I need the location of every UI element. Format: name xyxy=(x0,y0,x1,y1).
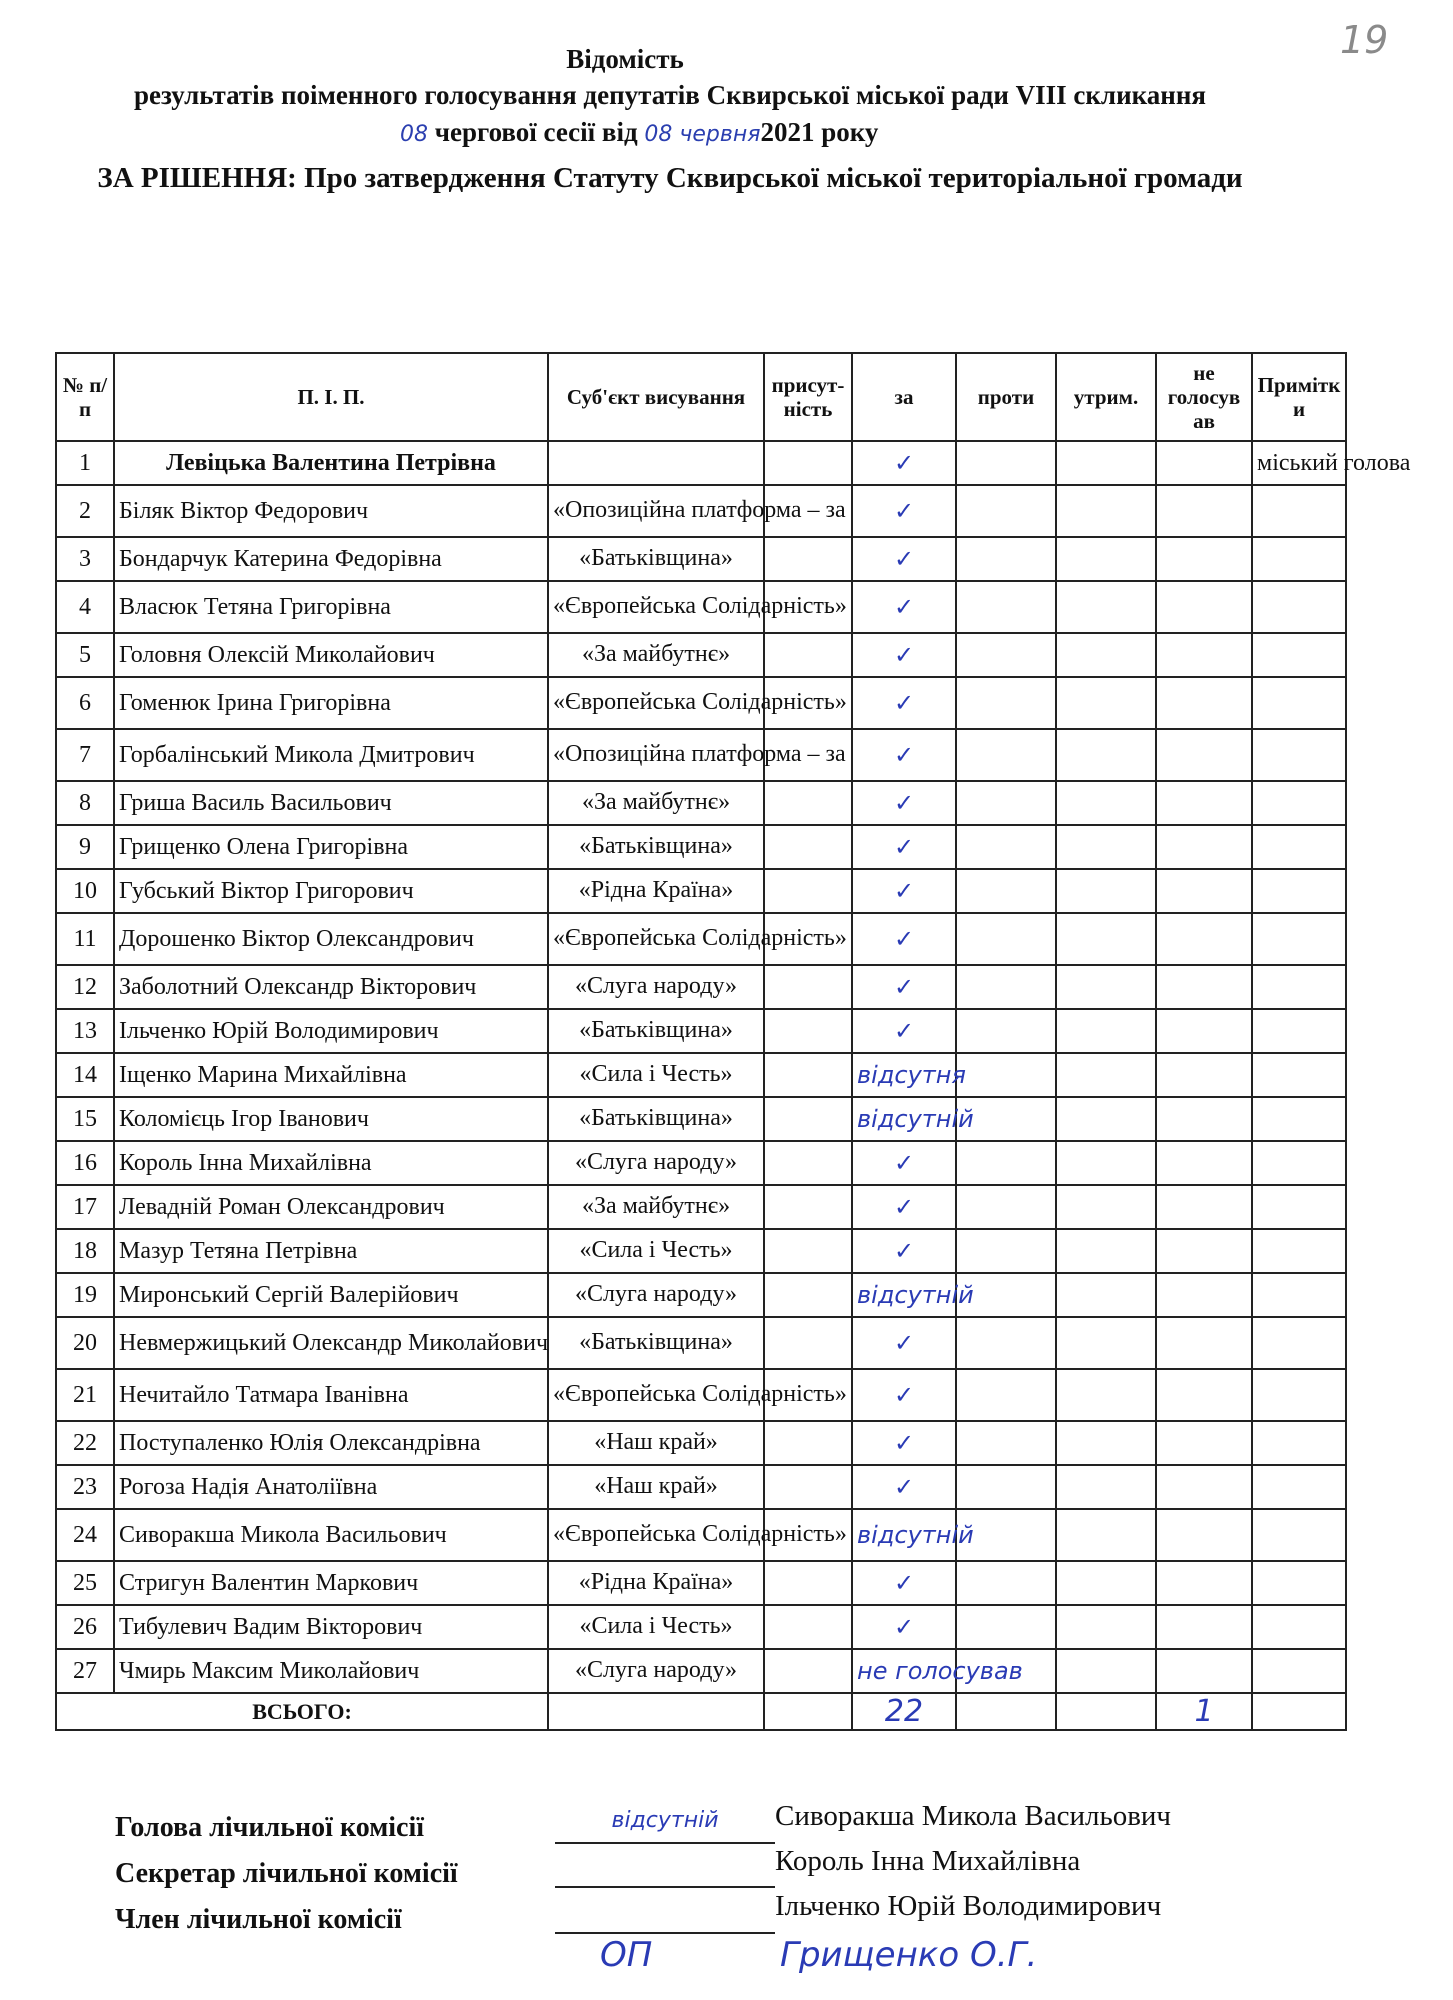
row-note xyxy=(1252,485,1346,537)
row-vote-for: ✓ xyxy=(852,633,956,677)
col-abstain: утрим. xyxy=(1056,353,1156,441)
row-vote-against xyxy=(956,633,1056,677)
total-not-voted: 1 xyxy=(1156,1693,1252,1730)
row-vote-for: ✓ xyxy=(852,677,956,729)
row-vote-against xyxy=(956,1053,1056,1097)
row-present xyxy=(764,781,852,825)
row-vote-for: не голосував xyxy=(852,1649,956,1693)
row-name: Стригун Валентин Маркович xyxy=(114,1561,548,1605)
row-number: 25 xyxy=(56,1561,114,1605)
row-vote-abstain xyxy=(1056,913,1156,965)
row-vote-for: ✓ xyxy=(852,1561,956,1605)
row-vote-against xyxy=(956,1317,1056,1369)
row-vote-against xyxy=(956,1421,1056,1465)
row-present xyxy=(764,1009,852,1053)
row-vote-abstain xyxy=(1056,1605,1156,1649)
row-party: «Батьківщина» xyxy=(548,1097,764,1141)
row-party: «Європейська Солідарність» xyxy=(548,1509,764,1561)
row-vote-for: ✓ xyxy=(852,729,956,781)
page-number: 19 xyxy=(1340,18,1389,62)
row-name: Горбалінський Микола Дмитрович xyxy=(114,729,548,781)
row-note xyxy=(1252,1229,1346,1273)
table-row xyxy=(56,1369,1346,1421)
row-party: «Сила і Честь» xyxy=(548,1605,764,1649)
row-not-voted xyxy=(1156,1369,1252,1421)
row-number: 14 xyxy=(56,1053,114,1097)
row-party: «Європейська Солідарність» xyxy=(548,581,764,633)
row-number: 24 xyxy=(56,1509,114,1561)
row-number: 20 xyxy=(56,1317,114,1369)
row-vote-abstain xyxy=(1056,1649,1156,1693)
row-note xyxy=(1252,1141,1346,1185)
row-present xyxy=(764,1229,852,1273)
row-not-voted xyxy=(1156,965,1252,1009)
row-present xyxy=(764,1605,852,1649)
row-note xyxy=(1252,1185,1346,1229)
row-name: Губський Віктор Григорович xyxy=(114,869,548,913)
row-note xyxy=(1252,1465,1346,1509)
table-row xyxy=(56,1509,1346,1561)
row-vote-abstain xyxy=(1056,633,1156,677)
total-row xyxy=(56,1693,1346,1730)
row-present xyxy=(764,869,852,913)
row-note xyxy=(1252,1421,1346,1465)
row-party: «Європейська Солідарність» xyxy=(548,677,764,729)
session-text: чергової сесії від xyxy=(434,117,638,147)
row-vote-abstain xyxy=(1056,1053,1156,1097)
commission-head-role: Голова лічильної комісії xyxy=(115,1812,425,1843)
row-number: 18 xyxy=(56,1229,114,1273)
row-vote-abstain xyxy=(1056,1141,1156,1185)
row-party: «Рідна Країна» xyxy=(548,1561,764,1605)
table-row xyxy=(56,825,1346,869)
table-row xyxy=(56,729,1346,781)
row-vote-against xyxy=(956,1369,1056,1421)
row-not-voted xyxy=(1156,1421,1252,1465)
table-row xyxy=(56,1317,1346,1369)
row-party: «Сила і Честь» xyxy=(548,1229,764,1273)
row-vote-abstain xyxy=(1056,677,1156,729)
row-vote-abstain xyxy=(1056,1465,1156,1509)
row-vote-against xyxy=(956,441,1056,485)
table-row xyxy=(56,1229,1346,1273)
row-vote-against xyxy=(956,1229,1056,1273)
row-party: «За майбутнє» xyxy=(548,781,764,825)
row-number: 13 xyxy=(56,1009,114,1053)
row-present xyxy=(764,1185,852,1229)
session-date: 08 червня xyxy=(644,122,761,147)
row-party: «За майбутнє» xyxy=(548,1185,764,1229)
row-not-voted xyxy=(1156,781,1252,825)
row-party: «Сила і Честь» xyxy=(548,1053,764,1097)
row-vote-against xyxy=(956,781,1056,825)
row-number: 3 xyxy=(56,537,114,581)
row-name: Іщенко Марина Михайлівна xyxy=(114,1053,548,1097)
session-number: 08 xyxy=(400,122,428,147)
row-present xyxy=(764,1097,852,1141)
row-not-voted xyxy=(1156,825,1252,869)
row-vote-abstain xyxy=(1056,1185,1156,1229)
total-label: ВСЬОГО: xyxy=(56,1693,548,1730)
commission-member-name: Ільченко Юрій Володимирович xyxy=(775,1890,1162,1922)
row-party: «Європейська Солідарність» xyxy=(548,913,764,965)
row-vote-abstain xyxy=(1056,581,1156,633)
row-present xyxy=(764,965,852,1009)
row-vote-against xyxy=(956,729,1056,781)
row-not-voted xyxy=(1156,1097,1252,1141)
commission-secretary-signature xyxy=(555,1852,775,1888)
row-vote-for: відсутня xyxy=(852,1053,956,1097)
row-not-voted xyxy=(1156,1605,1252,1649)
col-for: за xyxy=(852,353,956,441)
row-vote-against xyxy=(956,1465,1056,1509)
row-vote-for: ✓ xyxy=(852,1465,956,1509)
row-note xyxy=(1252,1649,1346,1693)
row-vote-against xyxy=(956,581,1056,633)
total-for: 22 xyxy=(852,1693,956,1730)
row-name: Грищенко Олена Григорівна xyxy=(114,825,548,869)
row-vote-for: ✓ xyxy=(852,869,956,913)
row-vote-for: відсутній xyxy=(852,1273,956,1317)
row-present xyxy=(764,1421,852,1465)
col-notes: Примітк и xyxy=(1252,353,1346,441)
row-party: «Слуга народу» xyxy=(548,965,764,1009)
row-vote-abstain xyxy=(1056,1561,1156,1605)
row-name: Рогоза Надія Анатоліївна xyxy=(114,1465,548,1509)
bottom-signature-1: ОП xyxy=(600,1935,653,1975)
row-number: 8 xyxy=(56,781,114,825)
table-row xyxy=(56,1053,1346,1097)
row-vote-for: ✓ xyxy=(852,1009,956,1053)
row-vote-abstain xyxy=(1056,965,1156,1009)
row-vote-for: ✓ xyxy=(852,485,956,537)
row-name: Король Інна Михайлівна xyxy=(114,1141,548,1185)
row-name: Сиворакша Микола Васильович xyxy=(114,1509,548,1561)
row-vote-abstain xyxy=(1056,1009,1156,1053)
bottom-signature-2: Грищенко О.Г. xyxy=(780,1935,1038,1975)
table-row xyxy=(56,869,1346,913)
row-note xyxy=(1252,913,1346,965)
row-present xyxy=(764,1561,852,1605)
document-subtitle: результатів поіменного голосування депутатів Сквирської міської ради VIII скликання xyxy=(133,80,1207,110)
row-note xyxy=(1252,825,1346,869)
col-not-voted: не голосув ав xyxy=(1156,353,1252,441)
table-row xyxy=(56,781,1346,825)
row-vote-for: відсутній xyxy=(852,1097,956,1141)
row-vote-for: ✓ xyxy=(852,913,956,965)
table-header-row xyxy=(56,353,1346,441)
row-not-voted xyxy=(1156,633,1252,677)
row-number: 17 xyxy=(56,1185,114,1229)
row-note xyxy=(1252,581,1346,633)
row-note: міський голова xyxy=(1252,441,1346,485)
row-not-voted xyxy=(1156,729,1252,781)
table-row xyxy=(56,1273,1346,1317)
commission-secretary-name: Король Інна Михайлівна xyxy=(775,1845,1081,1877)
row-number: 21 xyxy=(56,1369,114,1421)
row-vote-abstain xyxy=(1056,869,1156,913)
row-vote-against xyxy=(956,677,1056,729)
row-vote-against xyxy=(956,1561,1056,1605)
row-number: 23 xyxy=(56,1465,114,1509)
row-name: Мазур Тетяна Петрівна xyxy=(114,1229,548,1273)
row-not-voted xyxy=(1156,441,1252,485)
row-name: Ільченко Юрій Володимирович xyxy=(114,1009,548,1053)
row-number: 1 xyxy=(56,441,114,485)
row-vote-abstain xyxy=(1056,537,1156,581)
row-present xyxy=(764,1273,852,1317)
document-title: Відомість xyxy=(566,44,684,74)
row-not-voted xyxy=(1156,913,1252,965)
row-present xyxy=(764,633,852,677)
row-vote-abstain xyxy=(1056,1421,1156,1465)
row-name: Головня Олексій Миколайович xyxy=(114,633,548,677)
table-row xyxy=(56,581,1346,633)
row-vote-abstain xyxy=(1056,729,1156,781)
row-number: 5 xyxy=(56,633,114,677)
row-party: «Батьківщина» xyxy=(548,1009,764,1053)
row-vote-for: ✓ xyxy=(852,1369,956,1421)
row-vote-abstain xyxy=(1056,1273,1156,1317)
table-row xyxy=(56,1009,1346,1053)
row-note xyxy=(1252,1561,1346,1605)
row-not-voted xyxy=(1156,1273,1252,1317)
row-number: 6 xyxy=(56,677,114,729)
row-not-voted xyxy=(1156,1649,1252,1693)
row-number: 9 xyxy=(56,825,114,869)
row-not-voted xyxy=(1156,1465,1252,1509)
row-party: «Батьківщина» xyxy=(548,1317,764,1369)
row-vote-for: ✓ xyxy=(852,1421,956,1465)
row-vote-against xyxy=(956,485,1056,537)
row-present xyxy=(764,825,852,869)
row-vote-abstain xyxy=(1056,441,1156,485)
row-vote-abstain xyxy=(1056,825,1156,869)
row-not-voted xyxy=(1156,677,1252,729)
row-note xyxy=(1252,677,1346,729)
row-not-voted xyxy=(1156,1053,1252,1097)
total-present xyxy=(764,1693,852,1730)
row-vote-for: ✓ xyxy=(852,581,956,633)
row-name: Біляк Віктор Федорович xyxy=(114,485,548,537)
row-vote-abstain xyxy=(1056,1369,1156,1421)
row-number: 26 xyxy=(56,1605,114,1649)
row-vote-against xyxy=(956,965,1056,1009)
row-number: 15 xyxy=(56,1097,114,1141)
row-note xyxy=(1252,1317,1346,1369)
row-vote-abstain xyxy=(1056,1229,1156,1273)
row-present xyxy=(764,441,852,485)
table-row xyxy=(56,1561,1346,1605)
row-note xyxy=(1252,633,1346,677)
row-party: «За майбутнє» xyxy=(548,633,764,677)
row-name: Заболотний Олександр Вікторович xyxy=(114,965,548,1009)
row-vote-for: ✓ xyxy=(852,537,956,581)
row-name: Гриша Василь Васильович xyxy=(114,781,548,825)
row-not-voted xyxy=(1156,485,1252,537)
row-not-voted xyxy=(1156,537,1252,581)
row-number: 11 xyxy=(56,913,114,965)
total-notes xyxy=(1252,1693,1346,1730)
row-vote-for: ✓ xyxy=(852,1605,956,1649)
commission-member-role: Член лічильної комісії xyxy=(115,1904,402,1935)
row-not-voted xyxy=(1156,1141,1252,1185)
row-name: Тибулевич Вадим Вікторович xyxy=(114,1605,548,1649)
col-against: проти xyxy=(956,353,1056,441)
row-vote-for: ✓ xyxy=(852,1317,956,1369)
row-note xyxy=(1252,1009,1346,1053)
row-number: 27 xyxy=(56,1649,114,1693)
session-line xyxy=(400,117,1100,148)
voting-table xyxy=(55,352,1411,1731)
row-not-voted xyxy=(1156,1561,1252,1605)
total-against xyxy=(956,1693,1056,1730)
row-not-voted xyxy=(1156,1009,1252,1053)
row-vote-against xyxy=(956,825,1056,869)
row-party: «Слуга народу» xyxy=(548,1141,764,1185)
row-vote-abstain xyxy=(1056,1097,1156,1141)
row-note xyxy=(1252,1053,1346,1097)
row-name: Коломієць Ігор Іванович xyxy=(114,1097,548,1141)
row-number: 4 xyxy=(56,581,114,633)
row-vote-for: ✓ xyxy=(852,965,956,1009)
row-not-voted xyxy=(1156,1509,1252,1561)
row-vote-for: ✓ xyxy=(852,441,956,485)
decision-title: ЗА РІШЕННЯ: Про затвердження Статуту Сквирської міської територіальної громади xyxy=(97,162,1243,194)
table-row xyxy=(56,1097,1346,1141)
table-row xyxy=(56,913,1346,965)
row-note xyxy=(1252,965,1346,1009)
row-present xyxy=(764,1053,852,1097)
row-not-voted xyxy=(1156,869,1252,913)
row-vote-against xyxy=(956,869,1056,913)
row-party: «Батьківщина» xyxy=(548,537,764,581)
row-vote-for: відсутній xyxy=(852,1509,956,1561)
row-present xyxy=(764,537,852,581)
row-vote-against xyxy=(956,1009,1056,1053)
row-vote-against xyxy=(956,1185,1056,1229)
row-party: «Європейська Солідарність» xyxy=(548,1369,764,1421)
table-row xyxy=(56,485,1346,537)
row-vote-abstain xyxy=(1056,1509,1156,1561)
table-row xyxy=(56,633,1346,677)
row-vote-abstain xyxy=(1056,1317,1156,1369)
row-party: «Наш край» xyxy=(548,1421,764,1465)
row-name: Невмержицький Олександр Миколайович xyxy=(114,1317,548,1369)
row-present xyxy=(764,1141,852,1185)
row-note xyxy=(1252,1097,1346,1141)
row-not-voted xyxy=(1156,1229,1252,1273)
row-party: «Слуга народу» xyxy=(548,1273,764,1317)
row-present xyxy=(764,1317,852,1369)
table-row xyxy=(56,537,1346,581)
commission-member-signature xyxy=(555,1898,775,1934)
row-name: Бондарчук Катерина Федорівна xyxy=(114,537,548,581)
table-row xyxy=(56,677,1346,729)
row-present xyxy=(764,1649,852,1693)
table-row xyxy=(56,441,1346,485)
row-note xyxy=(1252,1369,1346,1421)
row-present xyxy=(764,1465,852,1509)
row-vote-for: ✓ xyxy=(852,825,956,869)
table-row xyxy=(56,1421,1346,1465)
row-number: 2 xyxy=(56,485,114,537)
row-party: «Батьківщина» xyxy=(548,825,764,869)
row-note xyxy=(1252,537,1346,581)
row-name: Поступаленко Юлія Олександрівна xyxy=(114,1421,548,1465)
row-name: Дорошенко Віктор Олександрович xyxy=(114,913,548,965)
table-row xyxy=(56,1605,1346,1649)
row-name: Нечитайло Татмара Іванівна xyxy=(114,1369,548,1421)
table-row xyxy=(56,1649,1346,1693)
row-name: Левіцька Валентина Петрівна xyxy=(114,441,548,485)
col-number: № п/п xyxy=(56,353,114,441)
commission-secretary-role: Секретар лічильної комісії xyxy=(115,1858,458,1889)
total-party xyxy=(548,1693,764,1730)
row-party: «Рідна Країна» xyxy=(548,869,764,913)
table-row xyxy=(56,1465,1346,1509)
row-not-voted xyxy=(1156,1317,1252,1369)
row-number: 7 xyxy=(56,729,114,781)
row-name: Гоменюк Ірина Григорівна xyxy=(114,677,548,729)
row-vote-abstain xyxy=(1056,485,1156,537)
table-row xyxy=(56,1141,1346,1185)
row-number: 22 xyxy=(56,1421,114,1465)
row-note xyxy=(1252,729,1346,781)
col-name: П. І. П. xyxy=(114,353,548,441)
row-not-voted xyxy=(1156,1185,1252,1229)
row-vote-abstain xyxy=(1056,781,1156,825)
row-party xyxy=(548,441,764,485)
table-row xyxy=(56,965,1346,1009)
session-year: 2021 року xyxy=(760,117,879,147)
commission-head-name: Сиворакша Микола Васильович xyxy=(775,1800,1172,1832)
row-number: 16 xyxy=(56,1141,114,1185)
row-party: «Наш край» xyxy=(548,1465,764,1509)
row-name: Чмирь Максим Миколайович xyxy=(114,1649,548,1693)
row-note xyxy=(1252,1509,1346,1561)
row-vote-for: ✓ xyxy=(852,1229,956,1273)
col-present: присут-ність xyxy=(764,353,852,441)
commission-head-signature: відсутній xyxy=(555,1808,775,1844)
row-note xyxy=(1252,1273,1346,1317)
row-vote-for: ✓ xyxy=(852,781,956,825)
row-party: «Опозиційна платформа – за xyxy=(548,485,764,537)
row-vote-against xyxy=(956,913,1056,965)
row-note xyxy=(1252,869,1346,913)
row-name: Власюк Тетяна Григорівна xyxy=(114,581,548,633)
row-name: Миронський Сергій Валерійович xyxy=(114,1273,548,1317)
row-note xyxy=(1252,781,1346,825)
row-number: 19 xyxy=(56,1273,114,1317)
row-vote-for: ✓ xyxy=(852,1141,956,1185)
row-vote-against xyxy=(956,1141,1056,1185)
row-number: 10 xyxy=(56,869,114,913)
row-note xyxy=(1252,1605,1346,1649)
row-not-voted xyxy=(1156,581,1252,633)
table-row xyxy=(56,1185,1346,1229)
row-vote-against xyxy=(956,537,1056,581)
row-name: Левадній Роман Олександрович xyxy=(114,1185,548,1229)
row-party: «Опозиційна платформа – за xyxy=(548,729,764,781)
col-party: Суб'єкт висування xyxy=(548,353,764,441)
row-number: 12 xyxy=(56,965,114,1009)
row-vote-for: ✓ xyxy=(852,1185,956,1229)
row-vote-against xyxy=(956,1605,1056,1649)
row-party: «Слуга народу» xyxy=(548,1649,764,1693)
total-abstain xyxy=(1056,1693,1156,1730)
